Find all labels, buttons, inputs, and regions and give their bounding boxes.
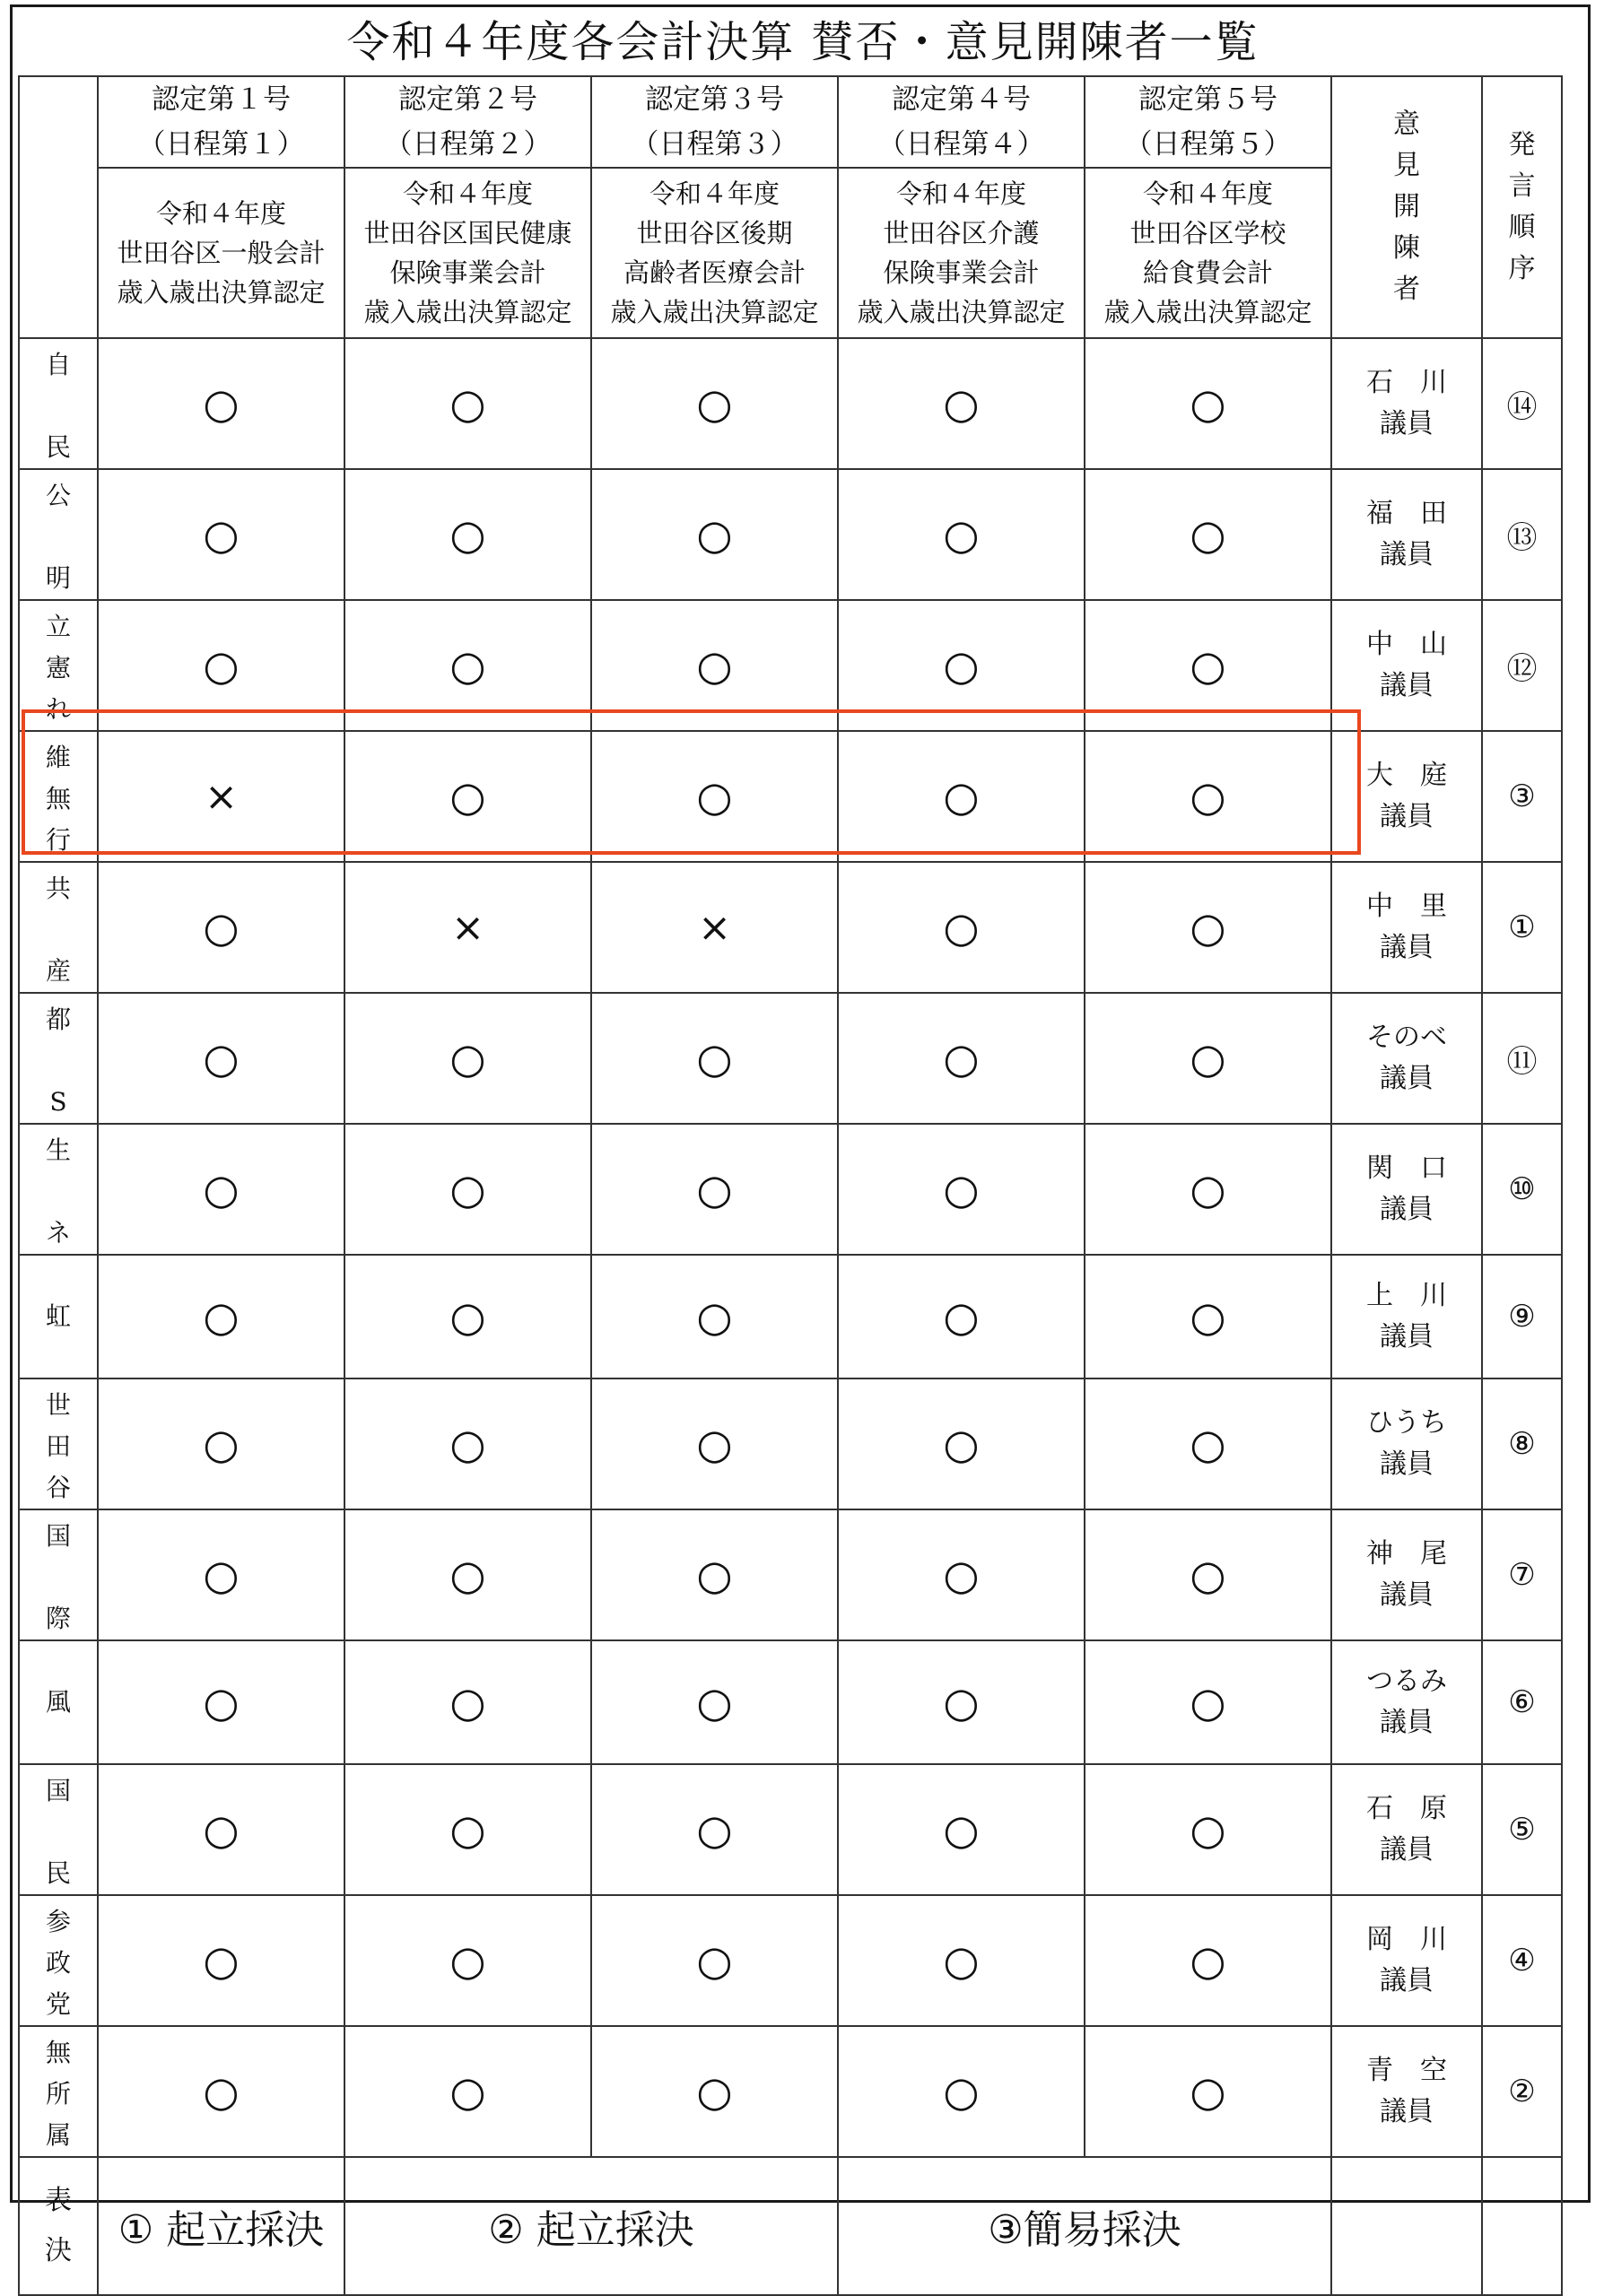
order-cell: ⑧ — [1482, 1378, 1562, 1509]
vote-cell: ○ — [344, 1640, 591, 1764]
table-row — [19, 993, 1562, 1124]
vote-cell: ○ — [591, 1640, 838, 1764]
table-row — [19, 1124, 1562, 1255]
party-char: 生 — [45, 1135, 71, 1165]
party-char: 国 — [45, 1776, 71, 1805]
col-header-1: 認定第１号 （日程第１） — [98, 76, 344, 168]
vote-cell: ○ — [838, 862, 1085, 993]
speaker-text: 議員 — [1380, 1194, 1434, 1225]
vote-cell: ○ — [1085, 731, 1331, 862]
table-row — [19, 600, 1562, 731]
vote-cell: ○ — [591, 1764, 838, 1895]
party-char: 共 — [45, 874, 71, 903]
order-cell: ① — [1482, 862, 1562, 993]
speaker-text: ひうち — [1366, 1407, 1447, 1439]
vote-cell: ○ — [838, 600, 1085, 731]
vote-cell: ○ — [591, 600, 838, 731]
order-cell: ⑩ — [1482, 1124, 1562, 1255]
vote-cell: ○ — [838, 993, 1085, 1124]
vote-cell: ○ — [344, 993, 591, 1124]
party-char: 党 — [45, 1989, 71, 2019]
party-cell — [19, 338, 98, 469]
order-cell: ⑤ — [1482, 1764, 1562, 1895]
vote-cell: ○ — [344, 1378, 591, 1509]
speaker-cell — [1331, 731, 1482, 862]
speaker-text: 石 原 — [1366, 1793, 1447, 1824]
vote-cell: ○ — [98, 862, 344, 993]
empty-cell — [1482, 2157, 1562, 2295]
vote-method-1: ① 起立採決 — [98, 2157, 344, 2295]
vote-cell: ○ — [591, 2026, 838, 2157]
party-char: 属 — [45, 2120, 71, 2150]
speaker-cell — [1331, 1509, 1482, 1640]
speaker-text: そのベ — [1366, 1022, 1447, 1053]
speaker-cell — [1331, 469, 1482, 600]
vote-cell: ○ — [98, 1895, 344, 2026]
party-char — [20, 1557, 97, 1598]
vote-cell: ○ — [838, 1640, 1085, 1764]
vote-cell: × — [98, 731, 344, 862]
col-desc-5: 令和４年度 世田谷区学校 給食費会計 歳入歳出決算認定 — [1085, 168, 1331, 338]
vote-cell: ○ — [838, 338, 1085, 469]
vote-cell: × — [591, 862, 838, 993]
speaker-text: 関 口 — [1366, 1152, 1447, 1184]
table-row — [19, 862, 1562, 993]
speaker-text: 議員 — [1380, 1707, 1434, 1738]
page-title: 令和４年度各会計決算 賛否・意見開陳者一覧 — [346, 17, 1260, 67]
vote-cell: ○ — [1085, 862, 1331, 993]
vote-cell: ○ — [98, 1509, 344, 1640]
party-char: 所 — [45, 2079, 71, 2109]
party-cell — [19, 731, 98, 862]
speaker-text: つるみ — [1366, 1665, 1447, 1697]
speaker-text: 議員 — [1380, 2096, 1434, 2127]
party-char: 産 — [45, 956, 71, 986]
table-row — [19, 469, 1562, 600]
corner-cell — [19, 76, 98, 338]
speaker-cell — [1331, 1895, 1482, 2026]
vote-cell: ○ — [1085, 1124, 1331, 1255]
vote-cell: ○ — [1085, 1895, 1331, 2026]
speaker-text: 石 川 — [1366, 367, 1447, 398]
vote-cell: ○ — [838, 1378, 1085, 1509]
order-cell: ⑭ — [1482, 338, 1562, 469]
vote-cell: ○ — [98, 338, 344, 469]
order-cell: ⑫ — [1482, 600, 1562, 731]
party-cell — [19, 993, 98, 1124]
speaker-cell — [1331, 862, 1482, 993]
speaker-cell — [1331, 1124, 1482, 1255]
speaker-cell — [1331, 1378, 1482, 1509]
vote-cell: ○ — [591, 469, 838, 600]
vote-cell: ○ — [344, 731, 591, 862]
vote-cell: ○ — [98, 2026, 344, 2157]
vote-cell: ○ — [838, 469, 1085, 600]
vote-cell: ○ — [1085, 338, 1331, 469]
vote-cell: ○ — [344, 469, 591, 600]
speaker-text: 上 川 — [1366, 1280, 1447, 1311]
vote-method-label — [19, 2157, 98, 2295]
party-cell — [19, 1509, 98, 1640]
vote-cell: ○ — [591, 338, 838, 469]
vote-cell: ○ — [838, 1895, 1085, 2026]
party-char: 世 — [45, 1390, 71, 1420]
speaker-text: 議員 — [1380, 1448, 1434, 1480]
table-row — [19, 1255, 1562, 1378]
table-row — [19, 2026, 1562, 2157]
party-char — [20, 517, 97, 558]
vote-cell: ○ — [1085, 1509, 1331, 1640]
col-header-2: 認定第２号 （日程第２） — [344, 76, 591, 168]
vote-cell: ○ — [344, 1124, 591, 1255]
vote-cell: ○ — [591, 1509, 838, 1640]
party-char: ネ — [45, 1218, 71, 1248]
speaker-text: 議員 — [1380, 932, 1434, 963]
party-cell — [19, 862, 98, 993]
speaker-text: 議員 — [1380, 1063, 1434, 1094]
vote-cell: ○ — [591, 993, 838, 1124]
vote-cell: ○ — [344, 1895, 591, 2026]
speaker-text: 議員 — [1380, 670, 1434, 701]
order-cell: ⑨ — [1482, 1255, 1562, 1378]
party-char: 明 — [45, 563, 71, 593]
vote-cell: × — [344, 862, 591, 993]
vote-method-label-char: 決 — [45, 2235, 72, 2266]
vote-cell: ○ — [98, 1640, 344, 1764]
party-cell — [19, 1124, 98, 1255]
party-cell — [19, 1895, 98, 2026]
vote-cell: ○ — [344, 1509, 591, 1640]
speaker-text: 神 尾 — [1366, 1538, 1447, 1570]
vote-cell: ○ — [591, 1124, 838, 1255]
col-header-4: 認定第４号 （日程第４） — [838, 76, 1085, 168]
party-cell — [19, 600, 98, 731]
vote-method-row — [19, 2157, 1562, 2295]
speaker-cell — [1331, 338, 1482, 469]
vote-cell: ○ — [838, 2026, 1085, 2157]
table-row — [19, 731, 1562, 862]
speaker-text: 中 山 — [1366, 629, 1447, 660]
party-char: 憲 — [45, 653, 71, 683]
party-char: 無 — [45, 2038, 71, 2067]
speaker-text: 議員 — [1380, 1834, 1434, 1866]
vote-cell: ○ — [838, 731, 1085, 862]
order-header: 発 言 順 序 — [1482, 76, 1562, 338]
vote-cell: ○ — [344, 1764, 591, 1895]
party-char: 公 — [45, 481, 71, 510]
party-cell — [19, 1640, 98, 1764]
order-cell: ② — [1482, 2026, 1562, 2157]
table-row — [19, 1378, 1562, 1509]
vote-cell: ○ — [344, 2026, 591, 2157]
party-char: 虹 — [45, 1301, 71, 1331]
vote-cell: ○ — [838, 1764, 1085, 1895]
order-cell: ⑬ — [1482, 469, 1562, 600]
speaker-text: 議員 — [1380, 801, 1434, 832]
vote-cell: ○ — [1085, 1764, 1331, 1895]
party-cell — [19, 2026, 98, 2157]
vote-cell: ○ — [1085, 600, 1331, 731]
party-char: S — [49, 1087, 67, 1117]
vote-cell: ○ — [591, 731, 838, 862]
party-char: 自 — [45, 350, 71, 379]
vote-cell: ○ — [1085, 1640, 1331, 1764]
order-cell: ⑥ — [1482, 1640, 1562, 1764]
speaker-text: 議員 — [1380, 539, 1434, 570]
vote-cell: ○ — [344, 1255, 591, 1378]
vote-table — [18, 75, 1563, 2296]
party-char: 谷 — [45, 1473, 71, 1502]
col-header-3: 認定第３号 （日程第３） — [591, 76, 838, 168]
speaker-cell — [1331, 993, 1482, 1124]
vote-method-label-char: 表 — [45, 2185, 72, 2216]
speaker-header: 意 見 開 陳 者 — [1331, 76, 1482, 338]
party-char: 都 — [45, 1004, 71, 1034]
party-cell — [19, 469, 98, 600]
speaker-text: 大 庭 — [1366, 760, 1447, 791]
speaker-cell — [1331, 600, 1482, 731]
vote-cell: ○ — [344, 338, 591, 469]
party-char: 維 — [45, 743, 71, 772]
vote-cell: ○ — [98, 469, 344, 600]
party-char: 無 — [45, 784, 71, 813]
party-char: 田 — [45, 1431, 71, 1461]
vote-cell: ○ — [98, 1255, 344, 1378]
party-cell — [19, 1764, 98, 1895]
vote-cell: ○ — [838, 1509, 1085, 1640]
vote-cell: ○ — [591, 1378, 838, 1509]
party-char — [20, 1040, 97, 1082]
party-char — [20, 386, 97, 427]
col-desc-1: 令和４年度 世田谷区一般会計 歳入歳出決算認定 — [98, 168, 344, 338]
party-char: 政 — [45, 1948, 71, 1978]
party-char: 立 — [45, 612, 71, 641]
vote-cell: ○ — [591, 1255, 838, 1378]
col-desc-3: 令和４年度 世田谷区後期 高齢者医療会計 歳入歳出決算認定 — [591, 168, 838, 338]
vote-cell: ○ — [838, 1255, 1085, 1378]
table-row — [19, 1764, 1562, 1895]
speaker-text: 議員 — [1380, 1579, 1434, 1611]
speaker-text: 議員 — [1380, 1965, 1434, 1996]
party-char: 風 — [45, 1687, 71, 1717]
speaker-text: 中 里 — [1366, 891, 1447, 922]
party-char: 民 — [45, 1858, 71, 1888]
speaker-text: 岡 川 — [1366, 1924, 1447, 1955]
order-cell: ⑪ — [1482, 993, 1562, 1124]
vote-cell: ○ — [1085, 1378, 1331, 1509]
party-cell — [19, 1378, 98, 1509]
speaker-cell — [1331, 1255, 1482, 1378]
vote-cell: ○ — [1085, 1255, 1331, 1378]
vote-cell: ○ — [1085, 469, 1331, 600]
vote-cell: ○ — [98, 993, 344, 1124]
speaker-cell — [1331, 1764, 1482, 1895]
speaker-text: 議員 — [1380, 1321, 1434, 1352]
vote-cell: ○ — [98, 1378, 344, 1509]
speaker-cell — [1331, 1640, 1482, 1764]
speaker-text: 福 田 — [1366, 498, 1447, 529]
vote-method-2: ② 起立採決 — [344, 2157, 838, 2295]
vote-cell: ○ — [98, 1124, 344, 1255]
vote-cell: ○ — [1085, 993, 1331, 1124]
party-char — [20, 909, 97, 951]
speaker-text: 青 空 — [1366, 2055, 1447, 2086]
empty-cell — [1331, 2157, 1482, 2295]
table-row — [19, 338, 1562, 469]
table-row — [19, 1509, 1562, 1640]
party-cell — [19, 1255, 98, 1378]
vote-method-3: ③簡易採決 — [838, 2157, 1331, 2295]
vote-cell: ○ — [98, 1764, 344, 1895]
vote-cell: ○ — [98, 600, 344, 731]
col-desc-2: 令和４年度 世田谷区国民健康 保険事業会計 歳入歳出決算認定 — [344, 168, 591, 338]
party-char: 参 — [45, 1907, 71, 1936]
party-char: 国 — [45, 1521, 71, 1551]
order-cell: ③ — [1482, 731, 1562, 862]
speaker-cell — [1331, 2026, 1482, 2157]
vote-cell: ○ — [344, 600, 591, 731]
party-char: 民 — [45, 432, 71, 462]
table-row — [19, 1895, 1562, 2026]
vote-cell: ○ — [1085, 2026, 1331, 2157]
speaker-text: 議員 — [1380, 408, 1434, 439]
order-cell: ⑦ — [1482, 1509, 1562, 1640]
party-char: 際 — [45, 1604, 71, 1633]
order-cell: ④ — [1482, 1895, 1562, 2026]
party-char: 行 — [45, 825, 71, 855]
col-desc-4: 令和４年度 世田谷区介護 保険事業会計 歳入歳出決算認定 — [838, 168, 1085, 338]
party-char — [20, 1812, 97, 1853]
party-char — [20, 1171, 97, 1213]
table-row — [19, 1640, 1562, 1764]
col-header-5: 認定第５号 （日程第５） — [1085, 76, 1331, 168]
vote-cell: ○ — [591, 1895, 838, 2026]
party-char: れ — [45, 694, 71, 724]
vote-cell: ○ — [838, 1124, 1085, 1255]
